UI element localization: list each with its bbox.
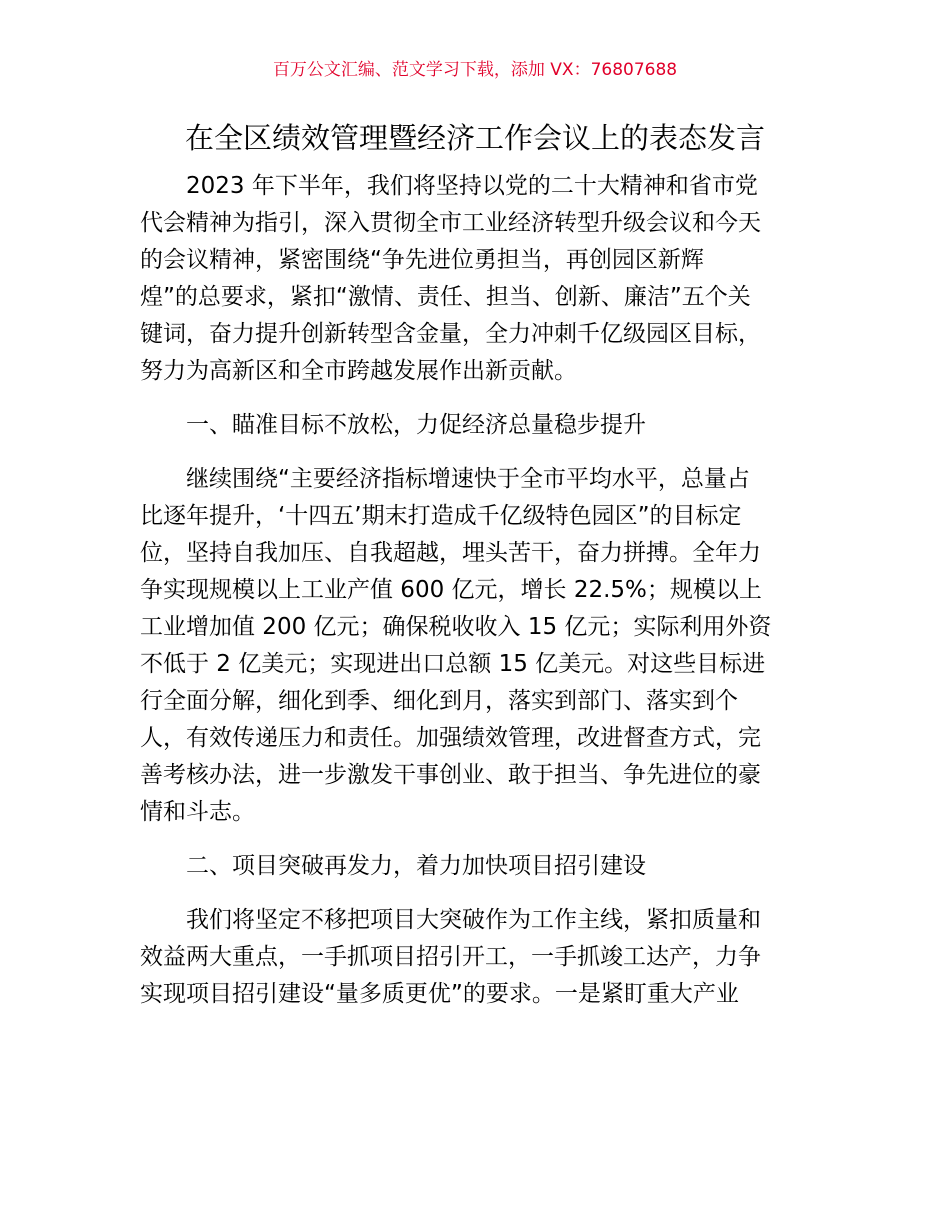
section-1-paragraph: [140, 461, 812, 831]
document-body: [140, 168, 812, 1013]
text-line: 效益两大重点，一手抓项目招引开工，一手抓竣工达产，力争: [140, 944, 761, 970]
text-line: 的会议精神，紧密围绕“争先进位勇担当，再创园区新辉: [140, 247, 704, 273]
section-heading-1: 一、瞄准目标不放松，力促经济总量稳步提升: [186, 412, 646, 438]
text-line: 位，坚持自我加压、自我超越，埋头苦干，奋力拼搏。全年力: [140, 540, 761, 566]
document-title: 在全区绩效管理暨经济工作会议上的表态发言: [184, 121, 765, 155]
section-heading-2: 二、项目突破再发力，着力加快项目招引建设: [186, 853, 646, 879]
intro-paragraph: [140, 168, 812, 390]
text-line: 善考核办法，进一步激发干事创业、敢于担当、争先进位的豪: [140, 762, 761, 788]
text-line: 代会精神为指引，深入贯彻全市工业经济转型升级会议和今天: [140, 210, 761, 236]
text-line: 争实现规模以上工业产值 600 亿元，增长 22.5%；规模以上: [140, 577, 762, 603]
text-line: 不低于 2 亿美元；实现进出口总额 15 亿美元。对这些目标进: [140, 651, 766, 677]
text-line: 2023 年下半年，我们将坚持以党的二十大精神和省市党: [186, 173, 758, 199]
text-line: 继续围绕“主要经济指标增速快于全市平均水平，总量占: [186, 466, 750, 492]
watermark-header: 百万公文汇编、范文学习下载，添加 VX：76807688: [272, 60, 678, 80]
text-line: 努力为高新区和全市跨越发展作出新贡献。: [140, 358, 577, 384]
text-line: 人，有效传递压力和责任。加强绩效管理，改进督查方式，完: [140, 725, 761, 751]
section-2-paragraph: [140, 902, 812, 1013]
text-line: 键词，奋力提升创新转型含金量，全力冲刺千亿级园区目标，: [140, 321, 761, 347]
text-line: 实现项目招引建设“量多质更优”的要求。一是紧盯重大产业: [140, 981, 739, 1007]
text-line: 煌”的总要求，紧扣“激情、责任、担当、创新、廉洁”五个关: [140, 284, 751, 310]
text-line: 工业增加值 200 亿元；确保税收收入 15 亿元；实际利用外资: [140, 614, 772, 640]
text-line: 比逐年提升，‘十四五’期末打造成千亿级特色园区”的目标定: [140, 503, 742, 529]
text-line: 我们将坚定不移把项目大突破作为工作主线，紧扣质量和: [186, 907, 761, 933]
text-line: 行全面分解，细化到季、细化到月，落实到部门、落实到个: [140, 688, 738, 714]
text-line: 情和斗志。: [140, 799, 255, 825]
